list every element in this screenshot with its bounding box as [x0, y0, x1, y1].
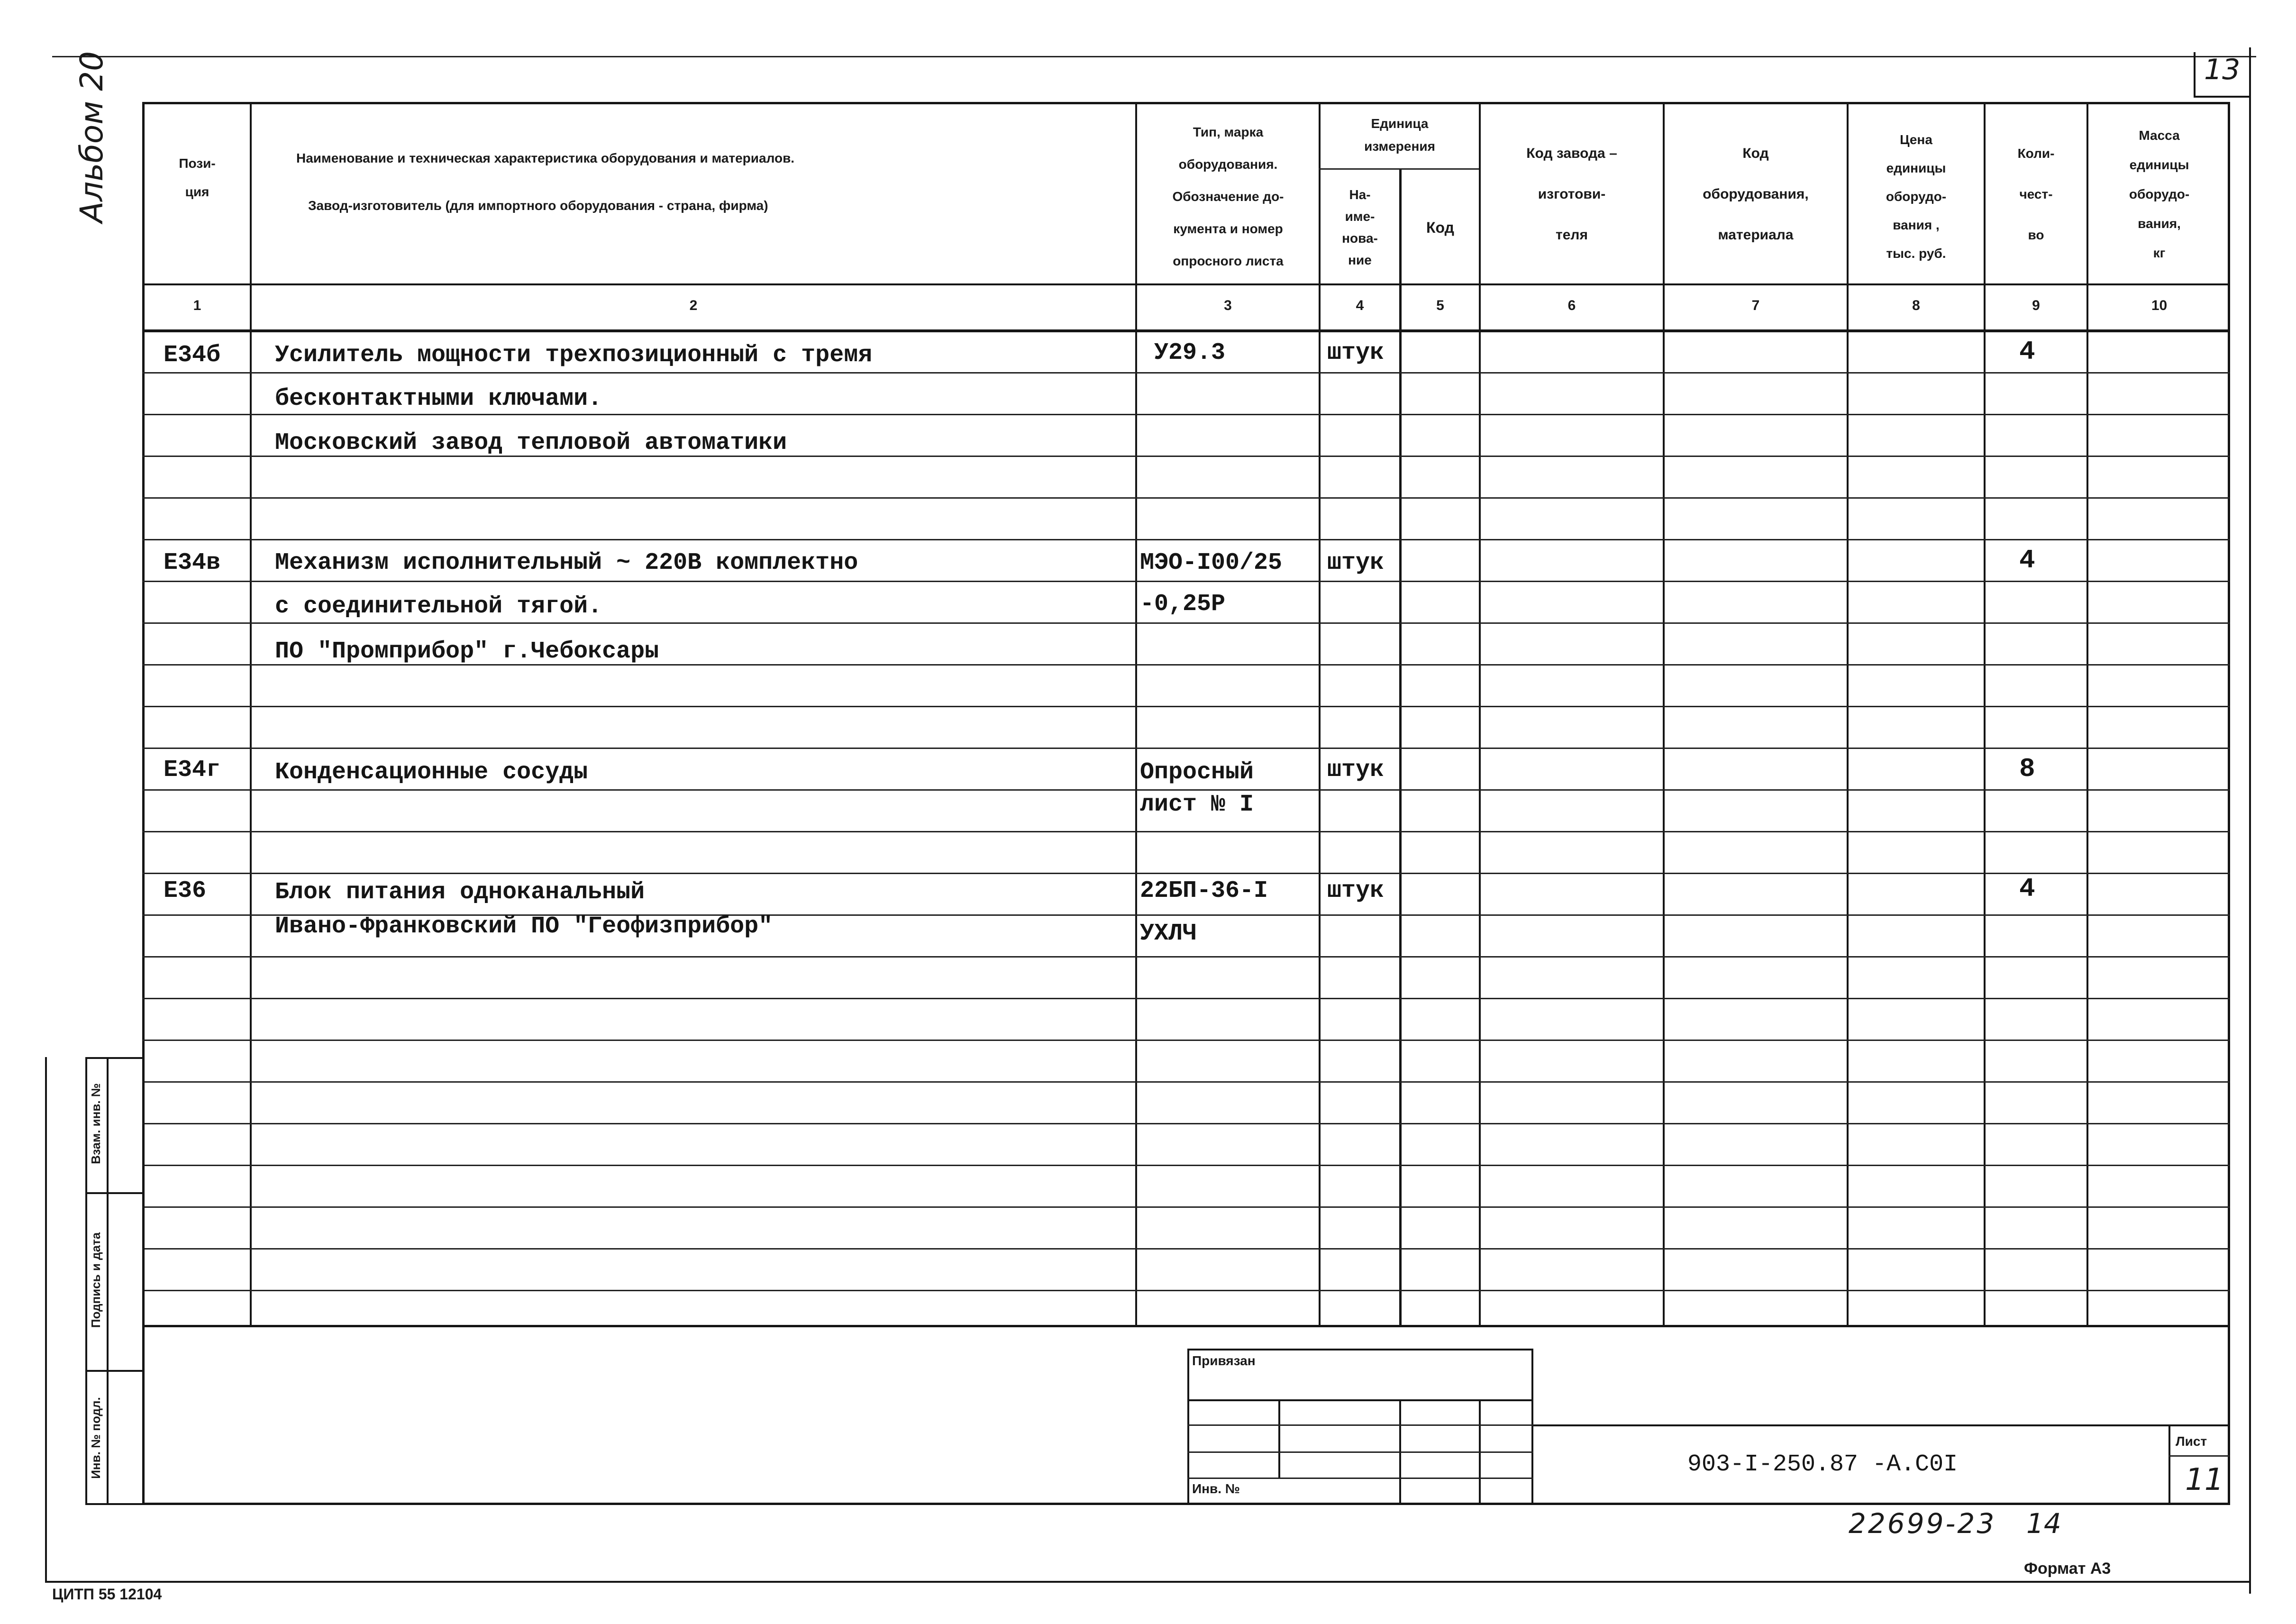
table-frame — [142, 102, 2230, 1327]
row-6-qty: 4 — [2019, 545, 2035, 575]
format-label: Формат А3 — [2024, 1560, 2111, 1578]
col-divider-6 — [1663, 102, 1665, 1327]
row-line — [142, 497, 2230, 499]
row-1-name: Усилитель мощности трехпозиционный с тремя — [275, 342, 873, 369]
sheet-box-line — [2168, 1455, 2230, 1457]
row-3-name: Московский завод тепловой автоматики — [275, 429, 787, 456]
side-stamp-replace-inv: Взам. инв. № — [89, 1083, 103, 1164]
row-line — [142, 998, 2230, 999]
row-1-type: У29.3 — [1154, 339, 1226, 366]
sheet-label: Лист — [2176, 1434, 2207, 1449]
row-line — [142, 414, 2230, 415]
row-line — [142, 706, 2230, 707]
header-unit-code: Код — [1426, 219, 1454, 236]
colnum-3: 3 — [1224, 298, 1232, 313]
ncito-code: ЦИТП 55 12104 — [52, 1586, 162, 1603]
row-15-name: Ивано-Франковский ПО "Геофизприбор" — [275, 913, 773, 940]
header-factory-code: Код завода – изготови- теля — [1526, 146, 1617, 243]
header-unit-name: На- име- нова- ние — [1342, 187, 1378, 267]
row-line — [142, 1123, 2230, 1124]
row-line — [142, 831, 2230, 832]
sheet-number: 11 — [2185, 1462, 2224, 1497]
top-stray-line — [52, 56, 2256, 57]
row-line — [142, 622, 2230, 624]
row-7-type: -0,25Р — [1140, 591, 1226, 618]
row-1-position: Е34б — [164, 342, 221, 369]
row-line — [142, 1165, 2230, 1166]
row-11-qty: 8 — [2019, 754, 2035, 784]
row-11-position: Е34г — [164, 757, 221, 784]
outer-frame-bottom — [45, 1581, 2251, 1583]
title-stamp-h2 — [1187, 1451, 1533, 1453]
colnum-9: 9 — [2032, 298, 2040, 313]
row-14-qty: 4 — [2019, 874, 2035, 904]
header-quantity: Коли- чест- во — [2017, 146, 2055, 242]
header-bottom-line — [142, 283, 2230, 285]
col-divider-5 — [1479, 102, 1481, 1327]
row-14-position: Е36 — [164, 877, 207, 904]
row-line — [142, 1206, 2230, 1208]
row-line — [142, 748, 2230, 749]
corner-sheet-number: 13 — [2204, 53, 2241, 86]
inv-handwritten: 22699-23 — [1849, 1507, 1996, 1540]
col-divider-3 — [1319, 102, 1321, 1327]
row-14-unit: штук — [1327, 877, 1385, 904]
row-7-name: с соединительной тягой. — [275, 593, 602, 620]
header-type: Тип, марка оборудования. Обозначение до- кумента и номер опросного листа — [1172, 125, 1284, 268]
attached-label: Привязан — [1192, 1353, 1256, 1368]
header-mass: Масса единицы оборудо- вания, кг — [2129, 128, 2190, 260]
side-stamp-col-line — [107, 1057, 109, 1505]
outer-frame-left — [45, 1057, 47, 1582]
row-1-unit: штук — [1327, 339, 1385, 366]
row-2-name: бесконтактными ключами. — [275, 385, 602, 412]
title-stamp-h1 — [1187, 1424, 1533, 1426]
row-11-type: Опросный — [1140, 759, 1254, 786]
header-equipment-code: Код оборудования, материала — [1703, 146, 1809, 243]
col-divider-7 — [1847, 102, 1849, 1327]
row-line — [142, 1040, 2230, 1041]
col-divider-2 — [1135, 102, 1137, 1327]
row-11-unit: штук — [1327, 757, 1385, 784]
row-14-name: Блок питания одноканальный — [275, 879, 645, 906]
outer-frame-right — [2249, 47, 2251, 1594]
doc-code: 903-I-250.87 -А.С0I — [1687, 1451, 1958, 1478]
unit-group-sub-line — [1319, 168, 1479, 170]
colnum-7: 7 — [1751, 298, 1760, 313]
row-11-name: Конденсационные сосуды — [275, 759, 588, 786]
row-6-unit: штук — [1327, 549, 1385, 576]
col-divider-9 — [2086, 102, 2088, 1327]
row-line — [142, 372, 2230, 374]
page-handwritten: 14 — [2026, 1507, 2061, 1540]
row-line — [142, 581, 2230, 582]
row-8-name: ПО "Промприбор" г.Чебоксары — [275, 638, 659, 665]
colnum-4: 4 — [1356, 298, 1364, 313]
row-line — [142, 1248, 2230, 1250]
col-divider-1 — [250, 102, 252, 1327]
header-name-line1: Наименование и техническая характеристика оборудования и материалов. — [296, 151, 795, 165]
colnum-bottom-line — [142, 329, 2230, 332]
header-price: Цена единицы оборудо- вания , тыс. руб. — [1886, 132, 1947, 261]
colnum-1: 1 — [193, 298, 201, 313]
side-stamp-signature-date: Подпись и дата — [89, 1232, 103, 1328]
side-stamp-inv-original: Инв. № подл. — [89, 1397, 103, 1479]
row-1-qty: 4 — [2019, 337, 2035, 367]
colnum-10: 10 — [2151, 298, 2168, 313]
title-stamp-h3 — [1187, 1478, 1533, 1479]
row-6-name: Механизм исполнительный ~ 220В комплектно — [275, 549, 858, 576]
col-divider-8 — [1984, 102, 1986, 1327]
inv-no-label: Инв. № — [1192, 1481, 1240, 1496]
header-position: Пози- ция — [179, 156, 216, 199]
header-unit-group: Единица измерения — [1364, 116, 1435, 154]
row-line — [142, 539, 2230, 540]
colnum-2: 2 — [689, 298, 698, 313]
row-line — [142, 873, 2230, 874]
colnum-5: 5 — [1436, 298, 1444, 313]
album-label: Альбом 20 — [73, 51, 110, 223]
row-line — [142, 1290, 2230, 1291]
row-line — [142, 1081, 2230, 1083]
row-6-position: Е34в — [164, 549, 221, 576]
doc-code-box-top — [1533, 1424, 2230, 1426]
colnum-6: 6 — [1567, 298, 1576, 313]
colnum-8: 8 — [1912, 298, 1920, 313]
row-6-type: МЭО-I00/25 — [1140, 549, 1283, 576]
title-stamp-v1 — [1278, 1399, 1280, 1478]
header-name-line2: Завод-изготовитель (для импортного оборудования - страна, фирма) — [308, 198, 768, 213]
row-line — [142, 956, 2230, 958]
row-14-type: 22БП-36-I — [1140, 877, 1268, 904]
row-12-type: лист № I — [1140, 791, 1254, 818]
row-15-type: УХЛЧ — [1140, 920, 1197, 947]
